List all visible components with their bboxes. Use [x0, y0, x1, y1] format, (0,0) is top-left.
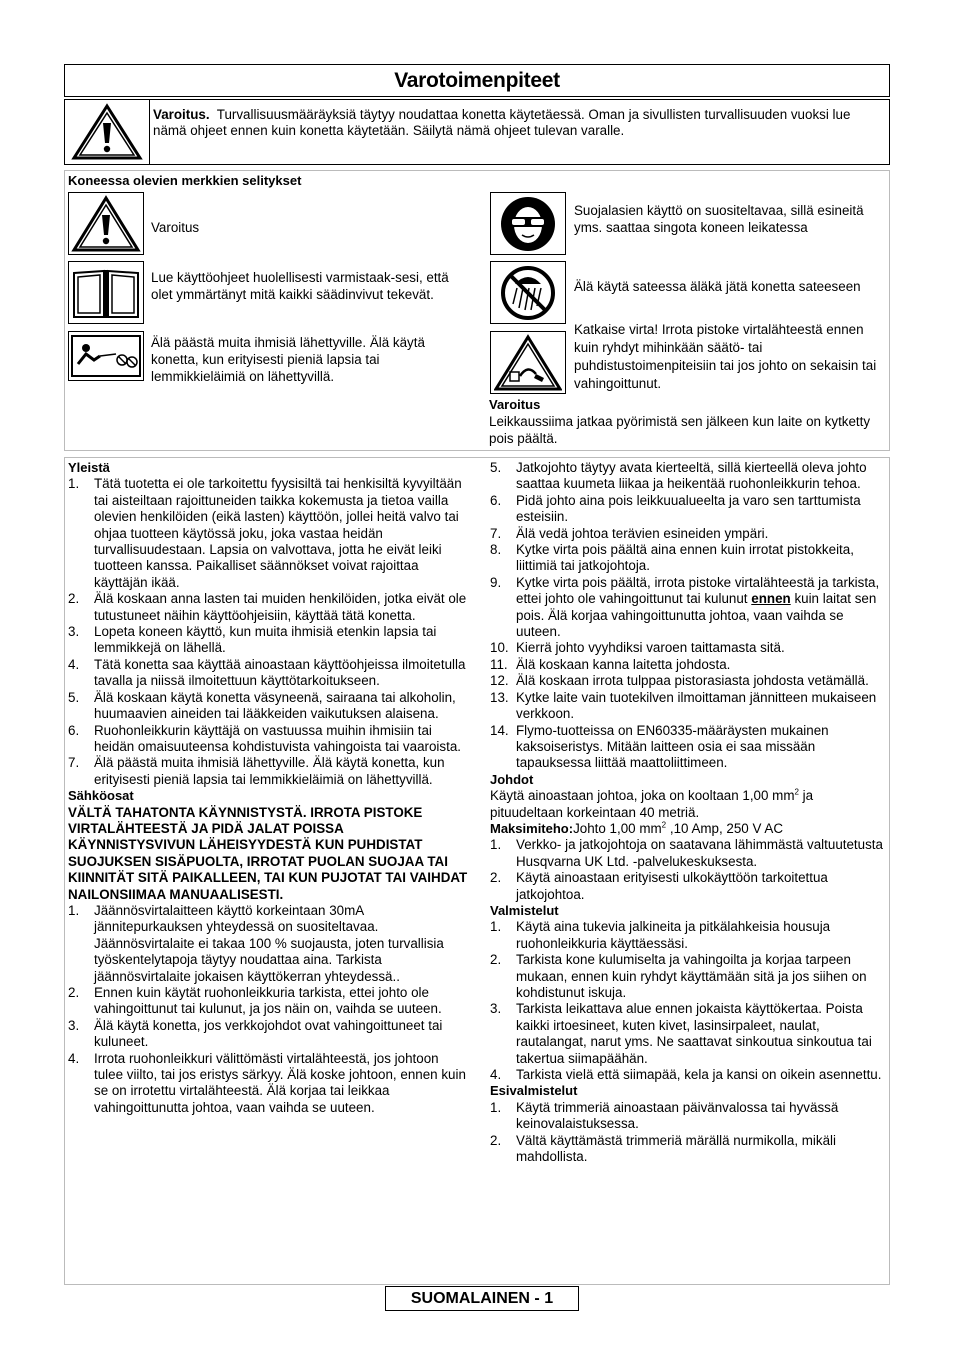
cables-head: Johdot — [490, 771, 534, 787]
page-title: Varotoimenpiteet — [64, 64, 890, 97]
list-item: 14. Flymo-tuotteissa on EN60335-määräysten mukainen kaksoiseristys. Mitään laitteen osia ei saa missään tapauksessa liittää maattoliittimeen. — [490, 722, 829, 771]
list-item: 4. Irrota ruohonleikkuri välittömästi virtalähteestä, jos johtoon tulee viilto, tai jos eristys särkyy. Älä koske johtoon, ennen kuin se on irrotettu virtalähteestä. Älä korjaa tai leikkaa vahingoittunutta johtoa, vaan vaihda se uuteen. — [68, 1050, 466, 1115]
general-head: Yleistä — [68, 460, 110, 475]
note-head: Varoitus — [489, 397, 541, 412]
list-item: 8. Kytke virta pois päältä aina ennen kuin irrotat pistokkeita, liittimiä tai jatkojohtoja. — [490, 542, 854, 574]
list-item: 1. Käytä trimmeriä ainoastaan päivänvalossa tai hyvässä keinovalaistuksessa. — [490, 1099, 839, 1132]
list-item: 1. Käytä aina tukevia jalkineita ja pitkälahkeisia housuja ruohonleikkuria käyttäessäsi. — [490, 919, 831, 951]
list-item: 2. Älä koskaan anna lasten tai muiden henkilöiden, jotka eivät ole tutustuneet näihin käyttöohjeisiin, käyttää tätä konetta. — [68, 591, 467, 623]
list-item: 4. Tarkista vielä että siimapää, kela ja kansi on oikein asennettu. — [490, 1067, 882, 1083]
cables-text: Käytä ainoastaan johtoa, joka on kooltaan 1,00 $mm^2$ ja pituudeltaan korkeintaan 40 metriä. — [490, 787, 814, 820]
list-item: 1. Tätä tuotetta ei ole tarkoitettu fyysisiltä tai henkisiltä kyvyiltään tai aisteiltaan rajoittuneiden taikka kokemusta ja tietoa vailla olevien henkilöiden (eikä lasten) käyttöön, jollei heitä valvo tai ohjaa tuotteen käytössä joku, joka vastaa heidän turvallisuudestaan. Lapsia on valvottava, jotta he eivät leiki tuotteen kanssa. Paikalliset säännökset voivat rajoittaa käyttäjän ikää. — [68, 476, 462, 590]
list-item: 6. Ruohonleikkurin käyttäjä on vastuussa muihin ihmisiin tai heidän omaisuuteensa kohdistuvista vahingoista tai vaaroista. — [68, 722, 461, 754]
note-text: Leikkaussiima jatkaa pyörimistä sen jälkeen kun laite on kytketty pois päältä. — [489, 414, 871, 446]
warning-box — [64, 99, 890, 165]
no-rain-icon — [490, 261, 566, 324]
safety-glasses-icon — [490, 192, 566, 255]
electrical-head: Sähköosat — [68, 788, 134, 804]
list-item: 13. Kytke laite vain tuotekilven ilmoittaman jännitteen mukaiseen verkkoon. — [490, 689, 877, 722]
symbols-section — [64, 170, 890, 451]
list-item: 12. Älä koskaan irrota tulppaa pistorasiasta johdosta vetämällä. — [490, 673, 869, 689]
list-item: 4. Tätä konetta saa käyttää ainoastaan käyttöohjeissa ilmoitetulla tavalla ja niissä ilmoitettuun käyttötarkoitukseen. — [68, 656, 466, 689]
unplug-icon — [490, 331, 566, 394]
warning-triangle-icon — [68, 192, 144, 255]
prep-head: Valmistelut — [490, 902, 559, 918]
list-item: 5. Älä koskaan käytä konetta väsyneenä, sairaana tai alkoholin, huumaavien aineiden tai lääkkeiden vaikutuksen alaisena. — [68, 689, 456, 722]
list-item: 3. Tarkista leikattava alue ennen jokaista käyttökertaa. Poista kaikki irtoesineet, kuten kivet, lasinsirpaleet, naulat, rautalangat, narut yms. Ne saattavat sinkoutua sinkoutua tai takertua siimapäähän. — [490, 1001, 872, 1066]
max-power: Maksimiteho:Johto 1,00 $mm^2$ ,10 Amp, 250 V AC — [490, 820, 783, 836]
list-item: 11. Älä koskaan kanna laitetta johdosta. — [490, 656, 731, 672]
list-item: 1. Verkko- ja jatkojohtoja on saatavana lähimmästä valtuutetusta Husqvarna UK Ltd. -palvelukeskuksesta. — [490, 837, 883, 869]
symbol-text-manual: Lue käyttöohjeet huolellisesti varmistaak-sesi, että olet ymmärtänyt mitä kaikki säädinvivut tekevät. — [151, 270, 449, 302]
warning-text: Varoitus. Turvallisuusmääräyksiä täytyy noudattaa konetta käytetäessä. Oman ja sivullisten turvallisuuden vuoksi lue nämä ohjeet ennen kuin konetta käytetään. Säilytä nämä ohjeet tulevan varalle. — [153, 107, 851, 139]
symbol-text-unplug: Katkaise virta! Irrota pistoke virtalähteestä ennen kuin ryhdyt mihinkään säätö- tai puhdistustoimenpiteisiin tai jos johto on sekaisin tai vahingoittunut. — [574, 322, 877, 391]
list-item: 10. Kierrä johto vyyhdiksi varoen taittamasta sitä. — [490, 640, 785, 656]
list-item: 9. Kytke virta pois päältä, irrota pistoke virtalähteestä ja tarkista, ettei johto ole vahingoittunut tai kulunut ennen kuin laitat sen pois. Älä korjaa vahingoittunutta johtoa, vaan vaihda se uuteen. — [490, 574, 880, 640]
preprep-head: Esivalmistelut — [490, 1083, 578, 1099]
symbol-text-glasses: Suojalasien käyttö on suositeltavaa, sillä esineitä yms. saattaa singota koneen leikatessa — [574, 203, 864, 235]
manual-book-icon — [68, 261, 144, 324]
instructions-section — [64, 457, 890, 1285]
list-item: 7. Älä vedä johtoa terävien esineiden ympäri. — [490, 525, 769, 541]
symbols-title: Koneessa olevien merkkien selitykset — [68, 173, 302, 188]
list-item: 7. Älä päästä muita ihmisiä lähettyville. Älä käytä konetta, kun erityisesti pieniä lapsia tai lemmikkieläimiä on lähettyvillä. — [68, 755, 445, 787]
left-column — [68, 458, 468, 1116]
symbol-text-bystanders: Älä päästä muita ihmisiä lähettyville. Älä käytä konetta, kun erityisesti pieniä lapsia tai lemmikkieläimiä on lähettyvillä. — [151, 335, 425, 384]
list-item: 6. Pidä johto aina pois leikkuualueelta ja varo sen tarttumista esteisiin. — [490, 492, 861, 525]
list-item: 2. Tarkista kone kulumiselta ja vahingoilta ja korjaa tarpeen mukaan, ennen kuin ryhdyt käyttämään sitä ja jos siihen on kohdistunut iskuja. — [490, 952, 867, 1000]
list-item: 2. Ennen kuin käytät ruohonleikkuria tarkista, ettei johto ole vahingoittunut tai kulunut, ja jos näin on, vaihda se uuteen. — [68, 985, 442, 1017]
list-item: 1. Jäännösvirtalaitteen käyttö korkeintaan 30mA jännitepurkauksen yhteydessä on suositeltavaa. Jäännösvirtalaite ei takaa 100 % suojausta, joten turvallisia työskentelytapoja täytyy noudattaa aina. Tarkista jäännösvirtalaite jokaisen käyttökerran yhteydessä.. — [68, 902, 444, 984]
list-item: 2. Käytä ainoastaan erityisesti ulkokäyttöön tarkoitettua jatkojohtoa. — [490, 870, 828, 902]
symbol-text-rain: Älä käytä sateessa äläkä jätä konetta sateeseen — [574, 279, 861, 294]
bystanders-icon — [68, 331, 144, 381]
list-item: 5. Jatkojohto täytyy avata kierteeltä, sillä kierteellä oleva johto saattaa kuumeta liikaa ja heikentää ruohonleikkurin tehoa. — [490, 460, 867, 492]
list-item: 3. Älä käytä konetta, jos verkkojohdot ovat vahingoittuneet tai kuluneet. — [68, 1017, 443, 1050]
electrical-caps-warning: VÄLTÄ TAHATONTA KÄYNNISTYSTÄ. IRROTA PISTOKE VIRTALÄHTEESTÄ JA PIDÄ JALAT POISSA KÄYNNISTYSVIVUN LÄHEISYYDESTÄ KUN PUHDISTAT SUOJUKSEN SISÄPUOLTA, IRROTAT PUOLAN SUOJAA TAI KIINNITÄT SITÄ PAIKALLEEN, TAI KUN PUJOTAT TAI VAIHDAT NAILONSIIMAA MANUAALISESTI. — [68, 804, 468, 902]
right-column — [490, 458, 886, 1165]
list-item: 3. Lopeta koneen käyttö, kun muita ihmisiä etenkin lapsia tai lemmikkejä on lähellä. — [68, 624, 437, 656]
page-footer: SUOMALAINEN - 1 — [385, 1286, 579, 1311]
list-item: 2. Vältä käyttämästä trimmeriä märällä nurmikolla, mikäli mahdollista. — [490, 1132, 836, 1165]
symbol-text-warning: Varoitus — [151, 220, 200, 235]
warning-triangle-icon — [65, 100, 150, 164]
